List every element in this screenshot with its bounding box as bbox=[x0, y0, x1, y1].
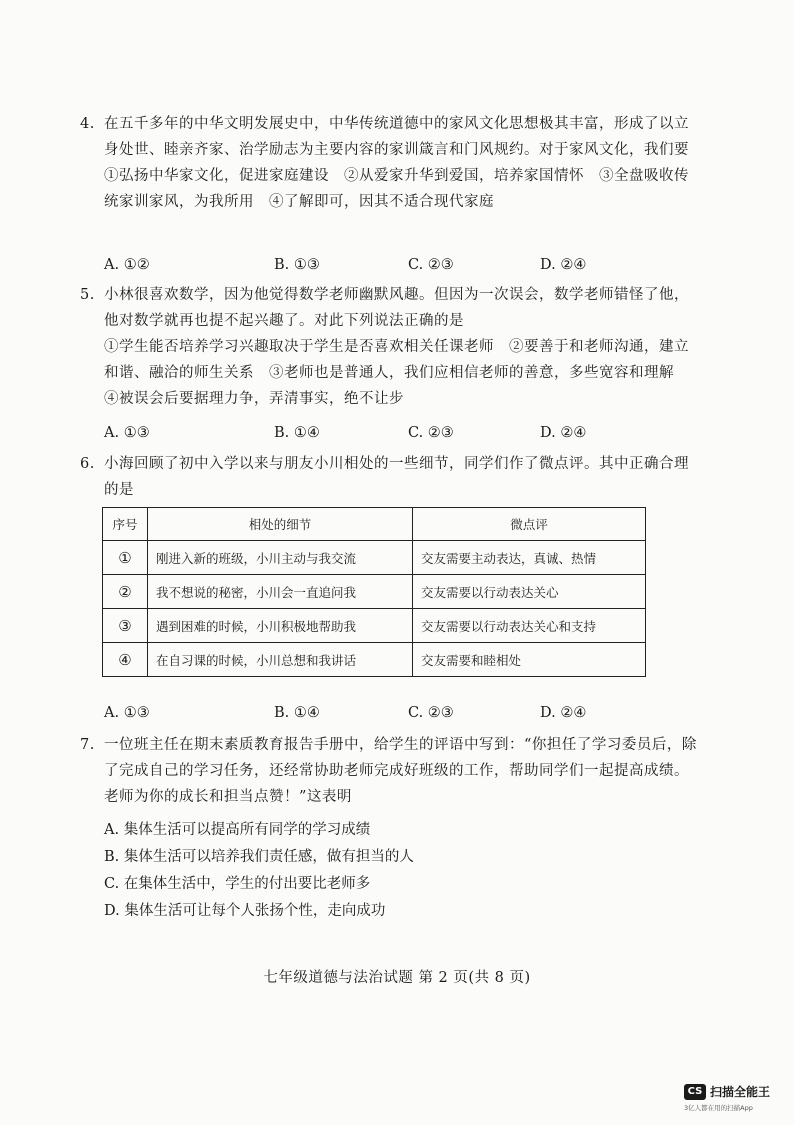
table-cell: 刚进入新的班级，小川主动与我交流 bbox=[148, 541, 413, 575]
question-4 bbox=[80, 111, 700, 215]
table-header-cell: 微点评 bbox=[413, 508, 646, 541]
table-cell: 在自习课的时候，小川总想和我讲话 bbox=[148, 643, 413, 677]
question-statements: ①学生能否培养学习兴趣取决于学生是否喜欢相关任课老师 ②要善于和老师沟通，建立和谐、融洽的师生关系 ③老师也是普通人，我们应相信老师的善意，多些宽容和理解 ④被误会后要据理力争，弄清事实，绝不让步 bbox=[104, 339, 689, 407]
option-a: A. ①③ bbox=[104, 705, 150, 721]
question-6 bbox=[80, 451, 700, 503]
option-a: A. 集体生活可以提高所有同学的学习成绩 bbox=[104, 822, 371, 838]
table-row bbox=[103, 541, 646, 575]
option-d: D. ②④ bbox=[540, 425, 587, 441]
question-5 bbox=[80, 282, 700, 412]
table-header-row bbox=[103, 508, 646, 541]
question-5-options bbox=[104, 420, 664, 446]
option-c: C. ②③ bbox=[408, 257, 454, 273]
table-row bbox=[103, 609, 646, 643]
watermark-brand: 扫描全能王 bbox=[710, 1085, 771, 1099]
watermark-tagline: 3亿人都在用的扫描App bbox=[684, 1104, 753, 1112]
question-stem: 一位班主任在期末素质教育报告手册中，给学生的评语中写到：“你担任了学习委员后，除了完成自己的学习任务，还经常协助老师完成好班级的工作，帮助同学们一起提高成绩。老师为你的成长和担当点赞！”这表明 bbox=[104, 737, 697, 805]
table-header-cell: 序号 bbox=[103, 508, 148, 541]
question-number: 4. bbox=[80, 116, 95, 132]
question-number: 5. bbox=[80, 287, 95, 303]
option-d: D. 集体生活可让每个人张扬个性，走向成功 bbox=[104, 903, 386, 919]
question-number: 6. bbox=[80, 456, 95, 472]
question-stem: 小海回顾了初中入学以来与朋友小川相处的一些细节，同学们作了微点评。其中正确合理的是 bbox=[104, 456, 689, 498]
option-a: A. ①② bbox=[104, 257, 150, 273]
table-cell: ③ bbox=[103, 609, 148, 643]
option-c: C. ②③ bbox=[408, 425, 454, 441]
option-c: C. 在集体生活中，学生的付出要比老师多 bbox=[104, 876, 371, 892]
question-6-options bbox=[104, 700, 664, 726]
option-b: B. ①④ bbox=[274, 705, 320, 721]
table-cell: 交友需要以行动表达关心和支持 bbox=[413, 609, 646, 643]
page-footer: 七年级道德与法治试题 第 2 页(共 8 页) bbox=[263, 970, 531, 986]
question-stem: 在五千多年的中华文明发展史中，中华传统道德中的家风文化思想极其丰富，形成了以立身处世、睦亲齐家、治学励志为主要内容的家训箴言和门风规约。对于家风文化，我们要 bbox=[104, 116, 689, 158]
option-d: D. ②④ bbox=[540, 705, 587, 721]
table-cell: 遇到困难的时候，小川积极地帮助我 bbox=[148, 609, 413, 643]
table-cell: 我不想说的秘密，小川会一直追问我 bbox=[148, 575, 413, 609]
option-b: B. ①④ bbox=[274, 425, 320, 441]
table-cell: 交友需要主动表达，真诚、热情 bbox=[413, 541, 646, 575]
table-cell: 交友需要和睦相处 bbox=[413, 643, 646, 677]
table-cell: ④ bbox=[103, 643, 148, 677]
table-cell: ② bbox=[103, 575, 148, 609]
option-b: B. 集体生活可以培养我们责任感，做有担当的人 bbox=[104, 849, 414, 865]
option-b: B. ①③ bbox=[274, 257, 320, 273]
question-stem: 小林很喜欢数学，因为他觉得数学老师幽默风趣。但因为一次误会，数学老师错怪了他，他对数学就再也提不起兴趣了。对此下列说法正确的是 bbox=[104, 287, 689, 329]
cs-logo-icon: CS bbox=[684, 1084, 706, 1100]
question-statements: ①弘扬中华家文化，促进家庭建设 ②从爱家升华到爱国，培养家国情怀 ③全盘吸收传统家训家风，为我所用 ④了解即可，因其不适合现代家庭 bbox=[104, 168, 689, 210]
option-a: A. ①③ bbox=[104, 425, 150, 441]
table-cell: 交友需要以行动表达关心 bbox=[413, 575, 646, 609]
question-number: 7. bbox=[80, 737, 95, 753]
question-4-options bbox=[104, 252, 664, 278]
table-row bbox=[103, 575, 646, 609]
option-d: D. ②④ bbox=[540, 257, 587, 273]
detail-table bbox=[102, 507, 646, 677]
table-cell: ① bbox=[103, 541, 148, 575]
question-7 bbox=[80, 732, 700, 810]
option-c: C. ②③ bbox=[408, 705, 454, 721]
table-header-cell: 相处的细节 bbox=[148, 508, 413, 541]
table-row bbox=[103, 643, 646, 677]
